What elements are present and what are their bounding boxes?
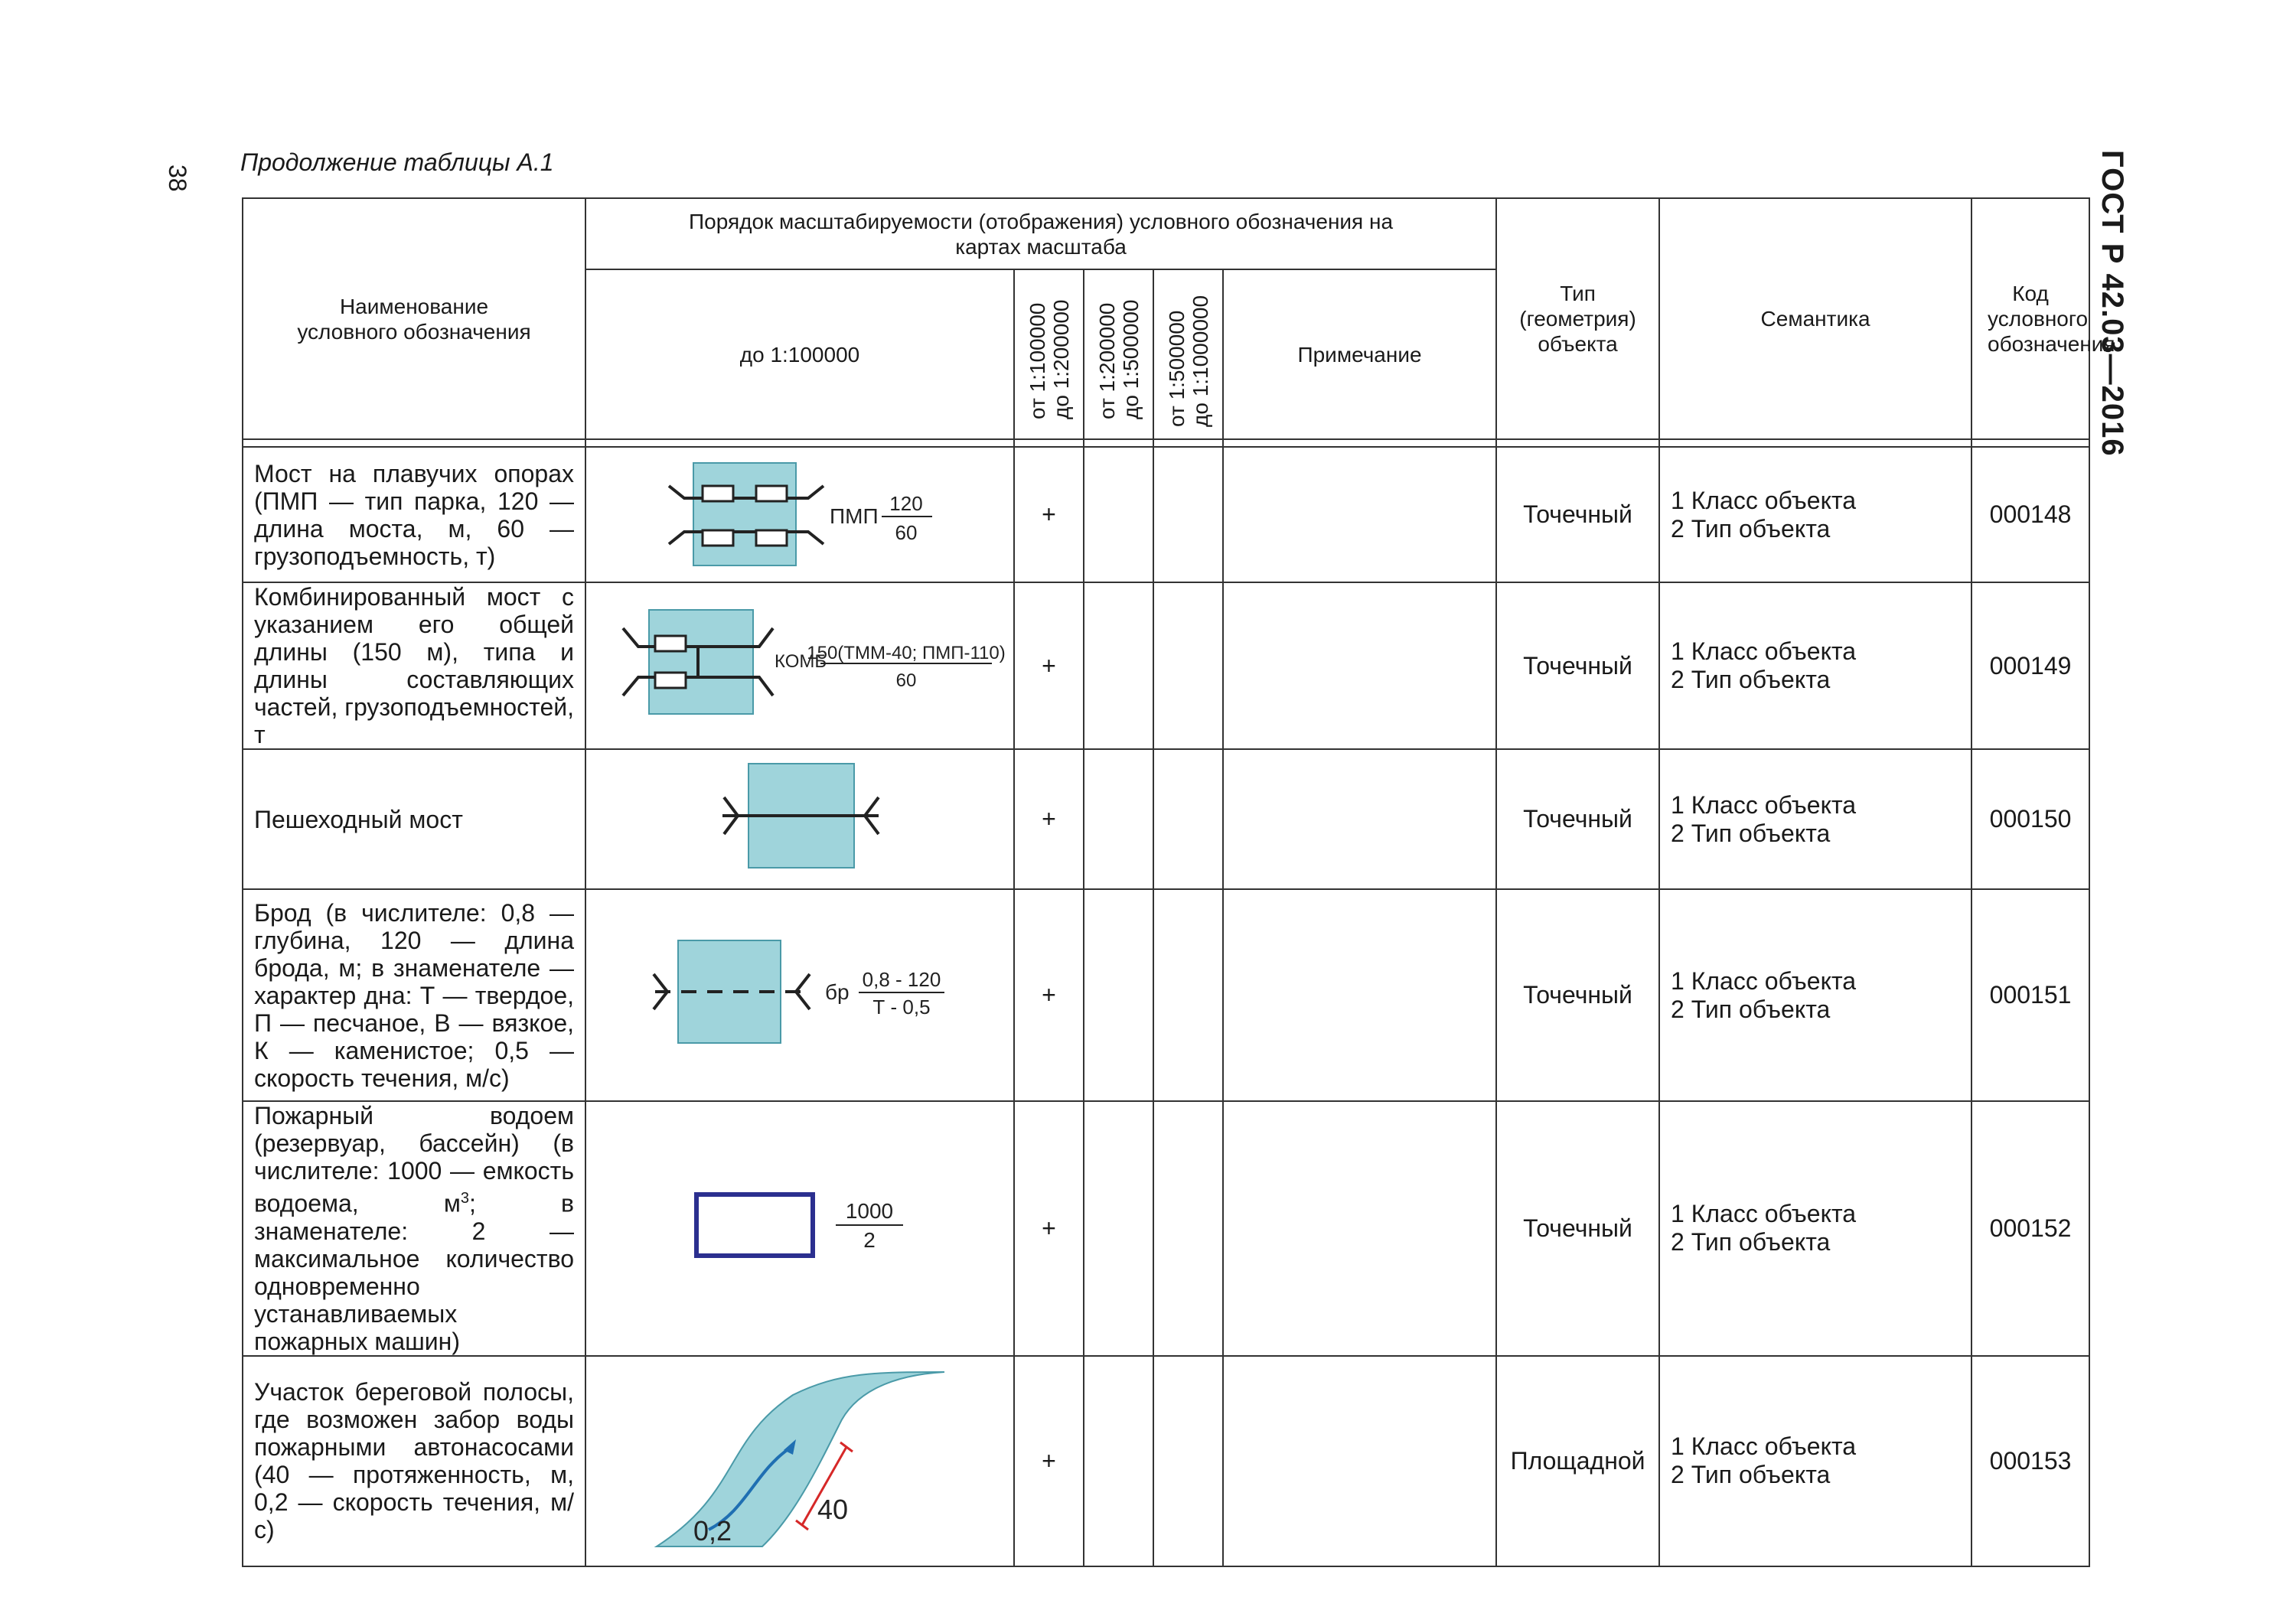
- table-row: [243, 1101, 2089, 1356]
- row-name: Мост на плавучих опорах (ПМП — тип парка, 120 — длина моста, м, 60 — грузоподъемность, т): [243, 447, 585, 582]
- header-note: Примечание: [1223, 269, 1496, 439]
- scale-1-mark: +: [1014, 1356, 1084, 1566]
- semantics: 1 Класс объекта 2 Тип объекта: [1659, 889, 1971, 1101]
- symbol-denominator: Т - 0,5: [872, 996, 931, 1018]
- symbol-cell: [585, 582, 1014, 749]
- object-type: Точечный: [1496, 749, 1659, 889]
- table-caption: Продолжение таблицы А.1: [240, 148, 554, 176]
- symbol-cell: [585, 1101, 1014, 1356]
- scale-1-mark: +: [1014, 1101, 1084, 1356]
- table-row: [243, 447, 2089, 582]
- symbol-label: ПМП: [830, 504, 879, 528]
- object-code: 000151: [1971, 889, 2089, 1101]
- length-label: 40: [817, 1493, 849, 1525]
- symbol-denominator: 60: [895, 670, 917, 691]
- semantics: 1 Класс объекта 2 Тип объекта: [1659, 1356, 1971, 1566]
- symbol-numerator: 150(ТММ-40; ПМП-110): [807, 643, 1006, 663]
- scale-1-mark: +: [1014, 749, 1084, 889]
- object-code: 000149: [1971, 582, 2089, 749]
- combined-bridge-symbol: [586, 588, 1013, 739]
- symbol-label: КОМБ: [775, 651, 827, 672]
- header-scale-1: до 1:100000: [585, 269, 1014, 439]
- footbridge-symbol: [586, 750, 1013, 885]
- row-name: Участок береговой полосы, где возможен забор воды пожарными автонасосами (40 — протяженность, м, 0,2 — скорость течения, м/с): [243, 1356, 585, 1566]
- symbol-denominator: 2: [863, 1227, 876, 1252]
- speed-label: 0,2: [693, 1514, 732, 1546]
- object-type: Точечный: [1496, 1101, 1659, 1356]
- row-name: Пешеходный мост: [243, 749, 585, 889]
- standard-title: ГОСТ Р 42.03—2016: [2095, 150, 2129, 457]
- object-code: 000148: [1971, 447, 2089, 582]
- header-code: Код условного обозначения: [1971, 198, 2089, 439]
- table-row: [243, 889, 2089, 1101]
- fire-reservoir-symbol: [586, 1123, 1013, 1330]
- object-code: 000152: [1971, 1101, 2089, 1356]
- row-name: Брод (в числителе: 0,8 — глубина, 120 — длина брода, м; в знаменателе — характер дна: Т — твердое, П — песчаное, В — вязкое, К — каменистое; 0,5 — скорость течения, м/с): [243, 889, 585, 1101]
- object-code: 000150: [1971, 749, 2089, 889]
- object-code: 000153: [1971, 1356, 2089, 1566]
- row-name: Пожарный водоем (резервуар, бассейн) (в числителе: 1000 — емкость водоема, $м^3$; в знаменателе: 2 — максимальное количество одновременно устанавливаемых пожарных машин): [243, 1101, 585, 1356]
- header-semantics: Семантика: [1659, 198, 1971, 439]
- scale-1-mark: +: [1014, 582, 1084, 749]
- header-scale-3: от 1:200000 до 1:500000: [1084, 269, 1153, 439]
- legend-table: [242, 197, 2115, 1567]
- semantics: 1 Класс объекта 2 Тип объекта: [1659, 582, 1971, 749]
- object-type: Площадной: [1496, 1356, 1659, 1566]
- pontoon-bridge-symbol: [586, 448, 1013, 578]
- object-type: Точечный: [1496, 447, 1659, 582]
- symbol-numerator: 0,8 - 120: [862, 968, 941, 991]
- symbol-numerator: 1000: [845, 1198, 894, 1223]
- header-scale-2: от 1:100000 до 1:200000: [1014, 269, 1084, 439]
- ford-symbol: [586, 890, 1013, 1097]
- semantics: 1 Класс объекта 2 Тип объекта: [1659, 749, 1971, 889]
- table-row: [243, 1356, 2089, 1566]
- header-type: Тип (геометрия) объекта: [1496, 198, 1659, 439]
- page-number: 38: [164, 165, 191, 192]
- scale-1-mark: +: [1014, 889, 1084, 1101]
- symbol-label: бр: [825, 980, 850, 1004]
- header-scale-group: Порядок масштабируемости (отображения) условного обозначения на картах масштаба: [585, 198, 1496, 269]
- symbol-numerator: 120: [889, 492, 923, 515]
- shoreline-intake-symbol: [586, 1357, 1013, 1562]
- symbol-denominator: 60: [895, 521, 918, 544]
- symbol-cell: [585, 749, 1014, 889]
- symbol-cell: [585, 1356, 1014, 1566]
- header-name: Наименование условного обозначения: [243, 198, 585, 439]
- table-row: [243, 749, 2089, 889]
- table-row: [243, 582, 2089, 749]
- semantics: 1 Класс объекта 2 Тип объекта: [1659, 1101, 1971, 1356]
- header-scale-4: от 1:500000 до 1:1000000: [1153, 269, 1223, 439]
- scale-1-mark: +: [1014, 447, 1084, 582]
- semantics: 1 Класс объекта 2 Тип объекта: [1659, 447, 1971, 582]
- symbol-cell: [585, 889, 1014, 1101]
- object-type: Точечный: [1496, 582, 1659, 749]
- row-name: Комбинированный мост с указанием его общей длины (150 м), типа и длины составляющих частей, грузоподъемностей, т: [243, 582, 585, 749]
- object-type: Точечный: [1496, 889, 1659, 1101]
- symbol-cell: [585, 447, 1014, 582]
